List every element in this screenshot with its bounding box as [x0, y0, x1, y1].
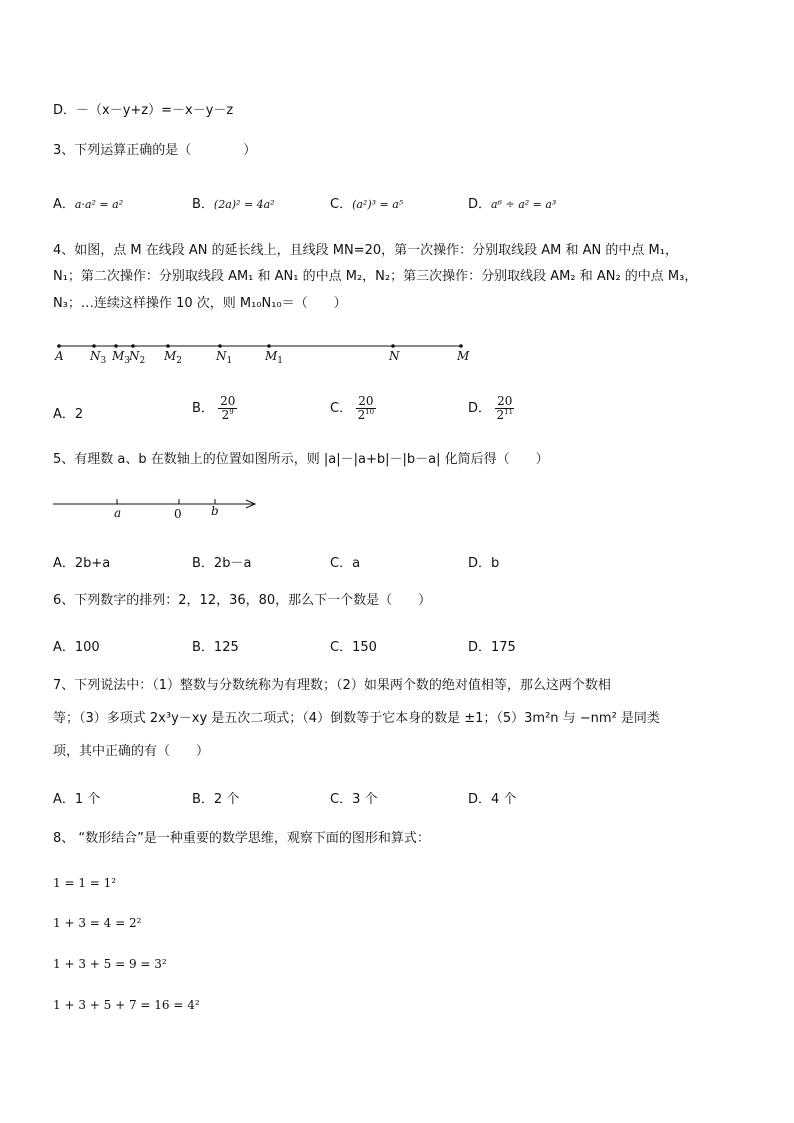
q4-option-d-numerator: 20 [497, 394, 513, 408]
q3-option-d-prefix: D． [468, 197, 492, 212]
q4-stem-line1: 4、如图，点 M 在线段 AN 的延长线上，且线段 MN=20，第一次操作：分别取线段 AM 和 AN 的中点 M₁， [53, 243, 678, 258]
q3-option-d-expr: a⁶ ÷ a² = a³ [491, 198, 557, 211]
q5-option-b[interactable]: B．2b－a [192, 556, 252, 571]
q4-option-c-prefix: C． [330, 401, 353, 416]
q4-label-m2: $M_2$ [164, 349, 183, 366]
q8-equation-4: 1 + 3 + 5 + 7 = 16 = 4² [53, 998, 200, 1012]
q4-option-b-numerator: 20 [220, 394, 236, 408]
q3-option-b-expr: (2a)² = 4a² [213, 198, 275, 211]
q4-label-n1: $N_1$ [216, 349, 233, 366]
q4-option-c-den-base: 2 [357, 408, 366, 422]
q4-option-c-numerator: 20 [358, 394, 374, 408]
q3-option-c-prefix: C． [330, 197, 353, 212]
q4-point-a [57, 344, 61, 348]
q4-option-d-fraction [495, 395, 514, 422]
q4-label-n: N [389, 349, 400, 363]
q3-option-d[interactable] [468, 193, 556, 212]
q5-number-line [50, 494, 265, 524]
q4-label-m: M [457, 349, 470, 363]
q4-point-n2 [131, 344, 135, 348]
q7-stem-line3: 项，其中正确的有（ ） [53, 744, 210, 759]
q4-option-a[interactable]: A．2 [53, 407, 84, 422]
q6-option-d[interactable]: D．175 [468, 640, 516, 655]
q4-option-b-fraction [218, 395, 237, 422]
q7-stem-line2: 等；（3）多项式 2x³y－xy 是五次二项式；（4）倒数等于它本身的数是 ±1；（5）3m²n 与 −nm² 是同类 [53, 711, 660, 726]
q4-option-c-fraction [356, 395, 375, 422]
q5-label-b: b [211, 504, 219, 518]
q3-option-a-prefix: A． [53, 197, 75, 212]
q8-equation-2: 1 + 3 = 4 = 2² [53, 916, 142, 930]
q2-option-d: D．－（x－y+z）=－x－y－z [53, 103, 234, 118]
q4-point-n3 [92, 344, 96, 348]
q4-point-m2 [166, 344, 170, 348]
q3-option-b[interactable] [192, 193, 275, 212]
q4-option-c-den-exp: 10 [365, 408, 375, 416]
q3-option-c[interactable] [330, 193, 403, 212]
q4-point-m1 [267, 344, 271, 348]
q4-label-a: A [55, 349, 64, 363]
q5-stem: 5、有理数 a、b 在数轴上的位置如图所示，则 |a|－|a+b|－|b－a| 化简后得（ ） [53, 452, 549, 467]
q4-option-b-den-exp: 9 [229, 408, 234, 416]
q4-option-d-prefix: D． [468, 401, 492, 416]
q7-stem-line1: 7、下列说法中：（1）整数与分数统称为有理数；（2）如果两个数的绝对值相等，那么这两个数相 [53, 678, 611, 693]
q7-option-b[interactable]: B．2 个 [192, 792, 240, 807]
q4-label-n2: $N_2$ [129, 349, 146, 366]
q4-point-m3 [114, 344, 118, 348]
q5-option-c[interactable]: C．a [330, 556, 361, 571]
q4-label-m3: $M_3$ [112, 349, 131, 366]
q3-option-b-prefix: B． [192, 197, 214, 212]
q4-point-n1 [218, 344, 222, 348]
q4-option-d-den-exp: 11 [504, 408, 514, 416]
q5-option-d[interactable]: D．b [468, 556, 500, 571]
q4-option-d[interactable] [468, 395, 514, 422]
q5-label-0: 0 [174, 507, 182, 521]
q6-option-c[interactable]: C．150 [330, 640, 377, 655]
q4-point-m [459, 344, 463, 348]
q6-option-b[interactable]: B．125 [192, 640, 239, 655]
q7-option-a[interactable]: A．1 个 [53, 792, 101, 807]
q3-option-c-expr: (a²)³ = a⁵ [352, 198, 404, 211]
q6-stem: 6、下列数字的排列：2，12，36，80，那么下一个数是（ ） [53, 593, 432, 608]
q3-option-a-expr: a·a² = a² [74, 198, 124, 211]
q4-label-n3: $N_3$ [90, 349, 107, 366]
q4-option-b-prefix: B． [192, 401, 214, 416]
q4-option-b[interactable] [192, 395, 237, 422]
q7-option-c[interactable]: C．3 个 [330, 792, 378, 807]
q4-option-b-den-base: 2 [221, 408, 230, 422]
q5-label-a: a [114, 506, 122, 520]
q4-stem-line2: N₁；第二次操作：分别取线段 AM₁ 和 AN₁ 的中点 M₂，N₂；第三次操作：分别取线段 AM₂ 和 AN₂ 的中点 M₃， [53, 269, 698, 284]
q6-option-a[interactable]: A．100 [53, 640, 100, 655]
q3-stem: 3、下列运算正确的是（ ） [53, 143, 257, 158]
q4-label-m1: $M_1$ [265, 349, 284, 366]
q4-stem-line3: N₃；…连续这样操作 10 次，则 M₁₀N₁₀＝（ ） [53, 296, 347, 311]
q8-stem: 8、 “数形结合”是一种重要的数学思维，观察下面的图形和算式： [53, 831, 430, 846]
q4-segment-figure [50, 338, 480, 368]
q4-point-n [391, 344, 395, 348]
q8-equation-1: 1 = 1 = 1² [53, 876, 117, 890]
q5-option-a[interactable]: A．2b+a [53, 556, 111, 571]
q3-option-a[interactable] [53, 193, 123, 212]
q8-equation-3: 1 + 3 + 5 = 9 = 3² [53, 957, 167, 971]
q7-option-d[interactable]: D．4 个 [468, 792, 517, 807]
q4-option-c[interactable] [330, 395, 376, 422]
q4-option-d-den-base: 2 [496, 408, 505, 422]
